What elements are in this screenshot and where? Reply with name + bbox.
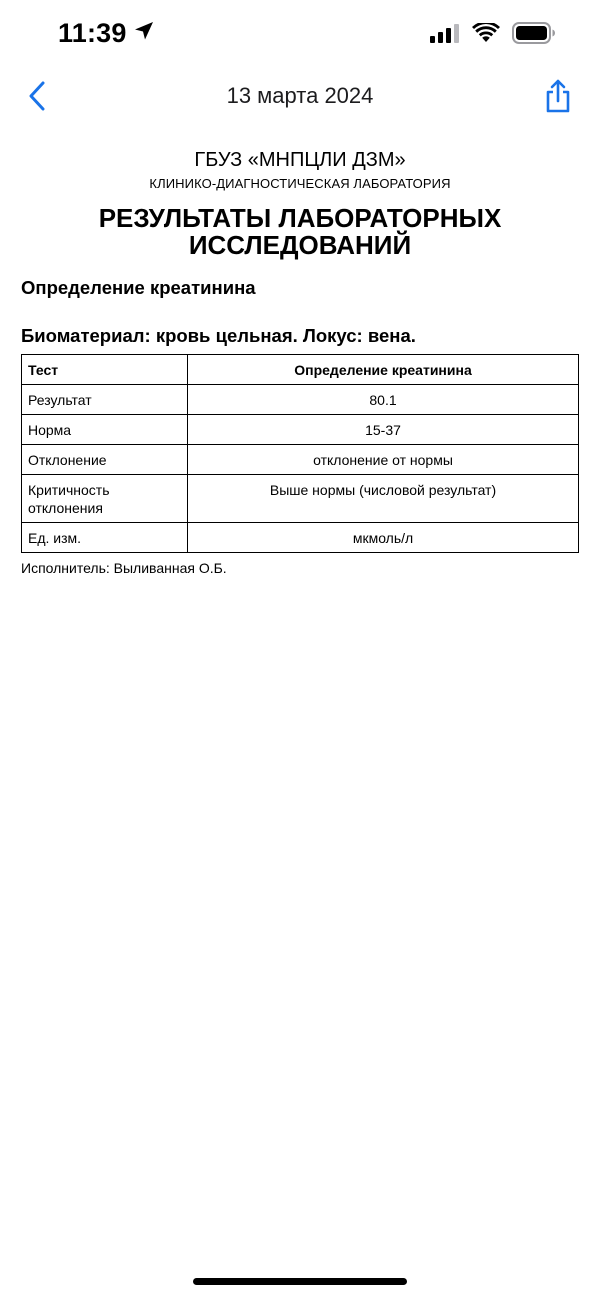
organization-name: ГБУЗ «МНПЦЛИ ДЗМ» [194,149,406,171]
table-header-row [22,355,579,385]
row-value: 80.1 [188,385,579,415]
cellular-signal-icon [430,23,460,48]
lab-report-document [21,145,579,576]
results-table [21,354,579,553]
row-label: Результат [22,385,188,415]
navigation-bar [0,72,600,124]
share-icon [544,79,572,118]
table-row [22,415,579,445]
status-time: 11:39 [58,18,127,48]
row-label: Норма [22,415,188,445]
row-value: отклонение от нормы [188,445,579,475]
organization-subtitle: КЛИНИКО-ДИАГНОСТИЧЕСКАЯ ЛАБОРАТОРИЯ [149,176,451,191]
header-cell-label: Тест [22,355,188,385]
table-row [22,523,579,553]
share-button[interactable] [542,78,574,118]
status-bar [0,0,600,70]
row-value: Выше нормы (числовой результат) [188,475,579,523]
row-value: мкмоль/л [188,523,579,553]
table-row [22,445,579,475]
row-label: Ед. изм. [22,523,188,553]
table-row [22,475,579,523]
location-arrow-icon [133,18,155,49]
status-icons [430,22,556,49]
wifi-icon [472,23,500,48]
performer-text: Исполнитель: Выливанная О.Б. [21,560,227,576]
battery-icon [512,22,556,49]
home-indicator[interactable] [193,1278,407,1285]
nav-title: 13 марта 2024 [226,83,374,108]
report-title: РЕЗУЛЬТАТЫ ЛАБОРАТОРНЫХ ИССЛЕДОВАНИЙ [98,203,502,260]
row-label: Критичность отклонения [22,475,188,523]
row-label: Отклонение [22,445,188,475]
status-time-group [58,18,155,49]
row-value: 15-37 [188,415,579,445]
test-name-heading: Определение креатинина [21,277,256,298]
header-cell-value: Определение креатинина [188,355,579,385]
biomaterial-heading: Биоматериал: кровь цельная. Локус: вена. [21,325,416,346]
table-row [22,385,579,415]
